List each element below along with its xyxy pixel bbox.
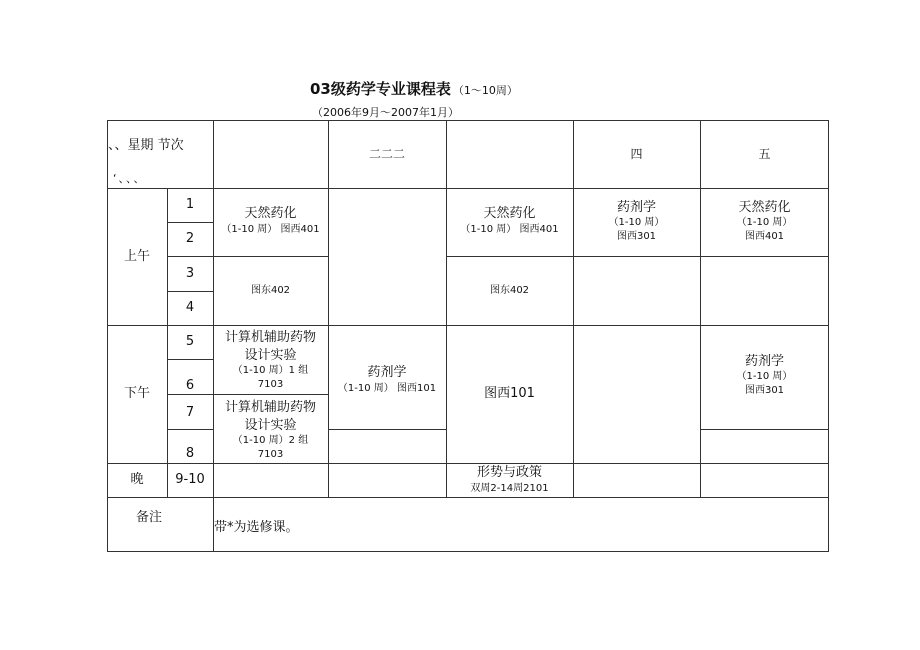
course-detail: （1-10 周）1 组 [232, 365, 309, 377]
row-notes: 备注 [135, 510, 162, 526]
course-mon-1-2 [213, 196, 328, 246]
row-afternoon: 下午 [123, 386, 150, 402]
course-mon-5-6 [213, 325, 328, 395]
period-3: 3 [185, 265, 195, 281]
course-detail: （1-10 周） [608, 217, 665, 229]
course-name-line1: 计算机辅助药物 [224, 329, 316, 345]
course-name: 形势与政策 [476, 465, 542, 481]
course-name: 天然药化 [244, 206, 297, 222]
course-wed-evening [446, 463, 573, 497]
course-detail: （1-10 周） 图西401 [221, 224, 320, 236]
period-6: 6 [185, 378, 195, 394]
course-room: 7103 [257, 378, 284, 390]
course-wed-3-4: 图东402 [489, 284, 530, 296]
course-detail: （1-10 周） 图西401 [460, 224, 559, 236]
header-corner-label: 、、星期 节次 [108, 138, 184, 153]
course-name: 药剂学 [616, 199, 656, 215]
course-wed-5-8: 图西101 [484, 386, 535, 402]
notes-text: 带*为选修课。 [214, 520, 299, 535]
title-weeks: （1～10周） [452, 84, 518, 97]
course-name: 天然药化 [738, 199, 791, 215]
period-4: 4 [185, 300, 195, 316]
course-name: 药剂学 [367, 365, 407, 381]
course-room: 图西301 [616, 230, 657, 242]
row-morning: 上午 [123, 248, 150, 264]
course-name-line2: 设计实验 [244, 347, 297, 363]
header-day-fri: 五 [758, 146, 771, 161]
course-name-line1: 计算机辅助药物 [224, 399, 316, 415]
period-8: 8 [185, 445, 195, 461]
course-name-line2: 设计实验 [244, 417, 297, 433]
course-thu-1-2 [573, 192, 700, 250]
course-mon-3-4: 图东402 [250, 284, 291, 296]
course-tue-5-8 [328, 355, 446, 405]
course-name: 药剂学 [744, 353, 784, 369]
period-1: 1 [185, 197, 195, 213]
row-evening: 晚 [130, 472, 144, 488]
course-detail: （1-10 周）2 组 [232, 435, 309, 447]
course-fri-1-2 [700, 192, 829, 250]
course-detail: 双周2-14周2101 [470, 483, 549, 495]
course-wed-1-2 [446, 196, 573, 246]
header-day-3: 二二二 [368, 146, 405, 161]
course-detail: （1-10 周） [736, 217, 793, 229]
course-fri-5-6 [700, 346, 829, 404]
header-corner-marks: ‘、、、 [113, 172, 147, 185]
period-2: 2 [185, 231, 195, 247]
period-9-10: 9-10 [175, 472, 205, 488]
course-mon-7-8 [213, 395, 328, 465]
title-main: 03级药学专业课程表 [310, 80, 451, 98]
period-7: 7 [185, 404, 195, 420]
course-detail: （1-10 周） 图西101 [337, 383, 437, 395]
header-day-thu: 四 [630, 146, 643, 161]
schedule-period: （2006年9月～2007年1月） [312, 106, 459, 119]
course-room: 7103 [257, 448, 284, 460]
course-room: 图西401 [744, 230, 785, 242]
course-detail: （1-10 周） [736, 371, 793, 383]
period-5: 5 [185, 334, 195, 350]
course-name: 天然药化 [483, 206, 536, 222]
course-room: 图西301 [744, 384, 785, 396]
